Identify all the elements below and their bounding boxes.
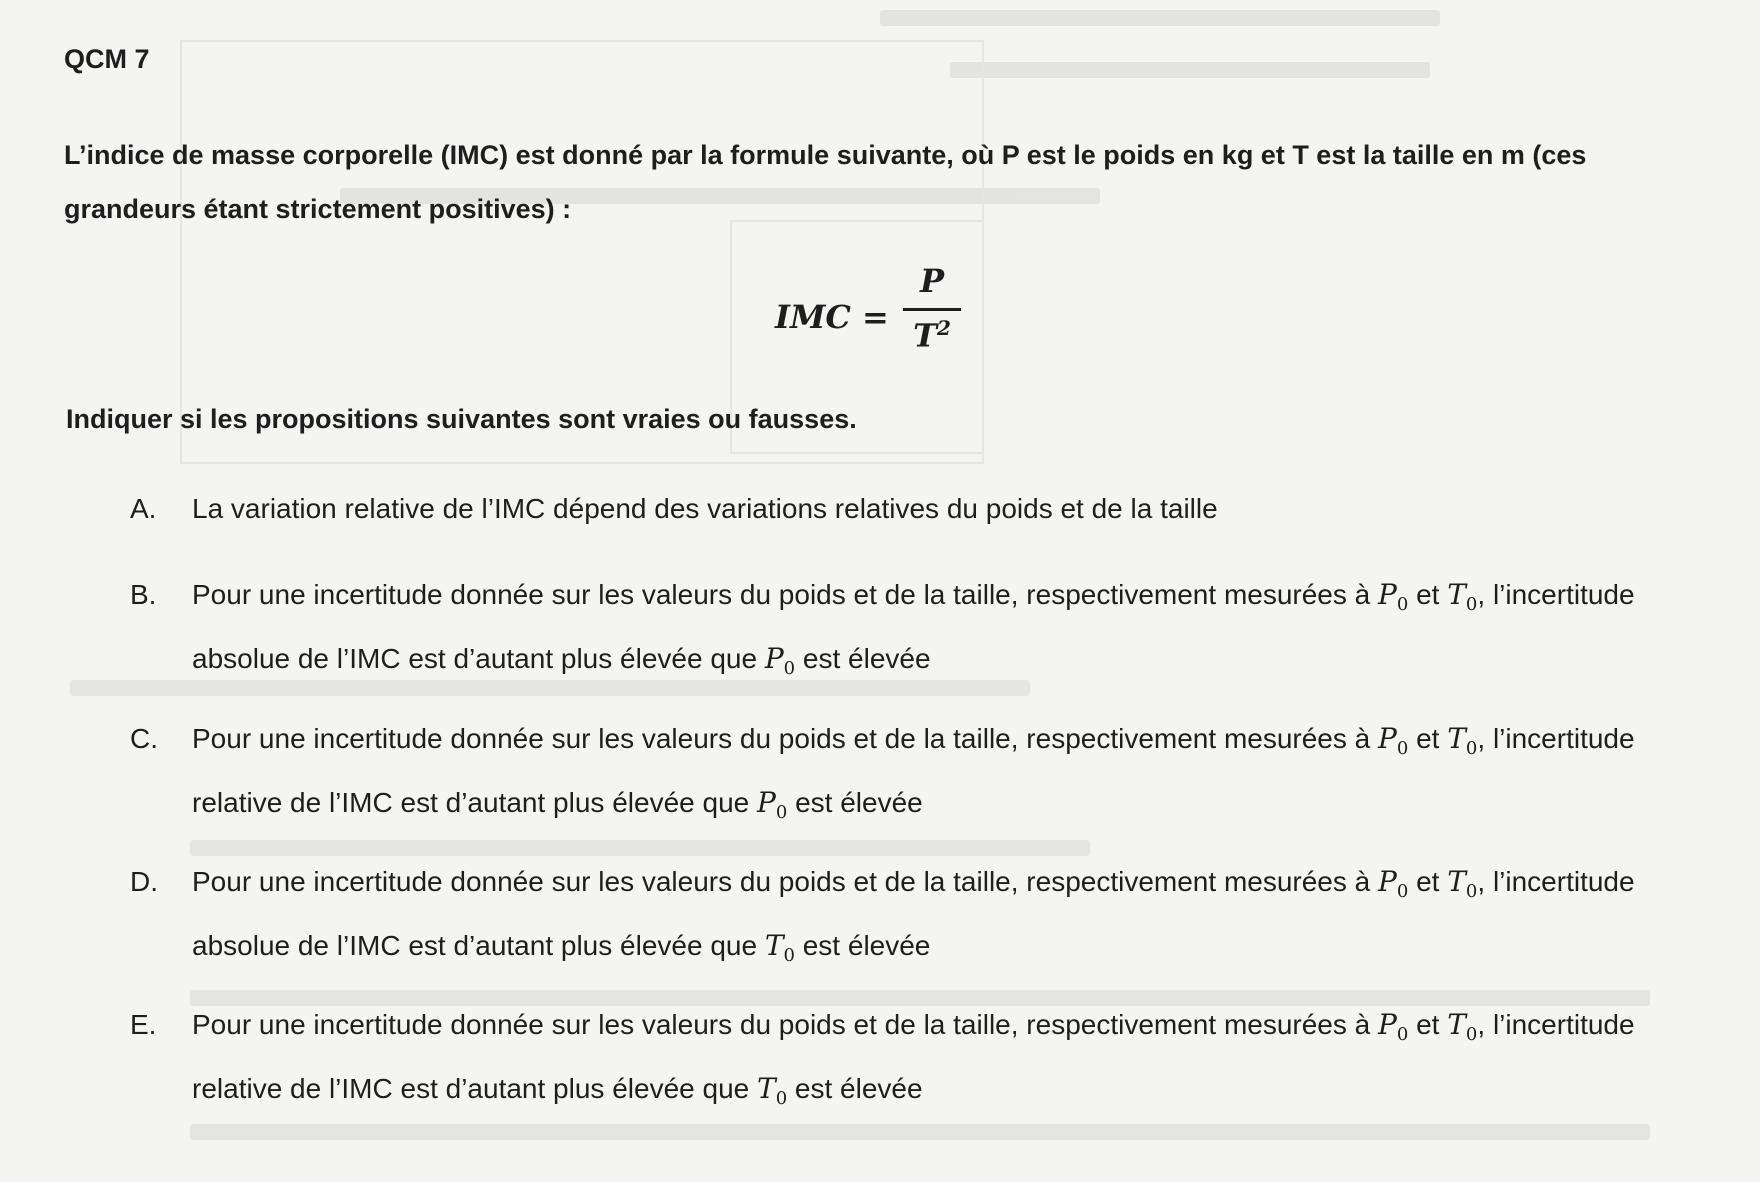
variable-symbol: P — [1378, 1008, 1397, 1041]
proposition-lead: Pour une incertitude donnée sur les valeurs du poids et de la taille, respectivement mesurées à — [192, 1009, 1371, 1040]
formula-lhs — [775, 298, 889, 336]
variable-subscript: 0 — [1465, 594, 1478, 615]
proposition-text — [192, 568, 1672, 696]
proposition-text: La variation relative de l’IMC dépend des variations relatives du poids et de la taille — [192, 493, 1218, 524]
variable-p — [1378, 865, 1409, 902]
variable-subscript: 0 — [1396, 1024, 1409, 1045]
formula-equals: = — [862, 298, 889, 336]
proposition-lead: Pour une incertitude donnée sur les valeurs du poids et de la taille, respectivement mesurées à — [192, 579, 1371, 610]
proposition-end: est élevée — [802, 930, 931, 961]
variable-p — [1378, 578, 1409, 615]
variable-subscript: 0 — [1465, 1024, 1478, 1045]
variable-symbol: P — [1378, 865, 1397, 898]
variable-subscript: 0 — [783, 658, 796, 679]
formula-denominator-symbol: T — [913, 316, 937, 355]
variable-p — [1378, 1008, 1409, 1045]
variable-symbol: T — [757, 1072, 776, 1105]
tail-variable — [757, 1072, 788, 1109]
proposition-letter: B. — [130, 579, 157, 610]
proposition-text — [192, 855, 1672, 983]
variable-symbol: T — [1447, 865, 1466, 898]
question-title: QCM 7 — [64, 44, 150, 74]
variable-subscript: 0 — [1396, 881, 1409, 902]
proposition-letter: A. — [130, 493, 157, 524]
tail-variable — [757, 786, 788, 823]
proposition-text — [192, 998, 1672, 1126]
variable-t — [1447, 1008, 1478, 1045]
variable-subscript: 0 — [775, 1088, 788, 1109]
question-instruction: Indiquer si les propositions suivantes sont vraies ou fausses. — [66, 404, 857, 434]
proposition-end: est élevée — [802, 643, 931, 674]
formula-exponent: 2 — [936, 316, 951, 340]
formula-lhs-symbol: IMC — [775, 298, 851, 336]
conjunction: et — [1416, 1009, 1440, 1040]
variable-symbol: P — [1378, 722, 1397, 755]
proposition-letter: D. — [130, 866, 158, 897]
proposition-tail: l’incertitude absolue de l’IMC est d’autant plus élevée que — [192, 866, 1635, 961]
variable-subscript: 0 — [775, 802, 788, 823]
conjunction: et — [1416, 723, 1440, 754]
variable-symbol: P — [764, 642, 784, 675]
proposition-tail: l’incertitude relative de l’IMC est d’autant plus élevée que — [192, 1009, 1635, 1104]
tail-variable — [764, 642, 796, 679]
variable-symbol: T — [1447, 578, 1466, 611]
fraction-bar — [903, 308, 961, 311]
variable-symbol: P — [757, 786, 776, 819]
variable-symbol: T — [1447, 722, 1466, 755]
variable-p — [1378, 722, 1409, 759]
variable-subscript: 0 — [1465, 738, 1478, 759]
proposition-end: est élevée — [795, 787, 923, 818]
comma: , — [1477, 1009, 1486, 1040]
variable-symbol: T — [1447, 1008, 1466, 1041]
proposition-letter: C. — [130, 723, 158, 754]
variable-subscript: 0 — [1465, 881, 1478, 902]
proposition-tail: l’incertitude absolue de l’IMC est d’autant plus élevée que — [192, 579, 1635, 674]
proposition-end: est élevée — [794, 1073, 923, 1104]
proposition-lead: Pour une incertitude donnée sur les valeurs du poids et de la taille, respectivement mesurées à — [192, 723, 1371, 754]
formula-denominator — [897, 316, 967, 355]
variable-subscript: 0 — [783, 945, 795, 966]
variable-symbol: P — [1378, 578, 1397, 611]
variable-symbol: T — [764, 929, 784, 962]
variable-t — [1447, 722, 1478, 759]
question-intro: L’indice de masse corporelle (IMC) est donné par la formule suivante, où P est le poids en kg et T est la taille en m (ces grandeurs étant strictement positives) : — [64, 140, 1587, 224]
conjunction: et — [1416, 866, 1440, 897]
proposition-letter: E. — [130, 1009, 157, 1040]
variable-subscript: 0 — [1396, 738, 1409, 759]
proposition-lead: Pour une incertitude donnée sur les valeurs du poids et de la taille, respectivement mesurées à — [192, 866, 1371, 897]
comma: , — [1477, 723, 1486, 754]
comma: , — [1477, 866, 1486, 897]
tail-variable — [764, 929, 795, 966]
conjunction: et — [1416, 579, 1440, 610]
comma: , — [1477, 579, 1486, 610]
proposition-text — [192, 712, 1672, 840]
proposition-tail: l’incertitude relative de l’IMC est d’autant plus élevée que — [192, 723, 1635, 818]
variable-t — [1447, 578, 1478, 615]
formula-numerator: P — [919, 262, 945, 300]
variable-subscript: 0 — [1396, 594, 1409, 615]
variable-t — [1447, 865, 1478, 902]
